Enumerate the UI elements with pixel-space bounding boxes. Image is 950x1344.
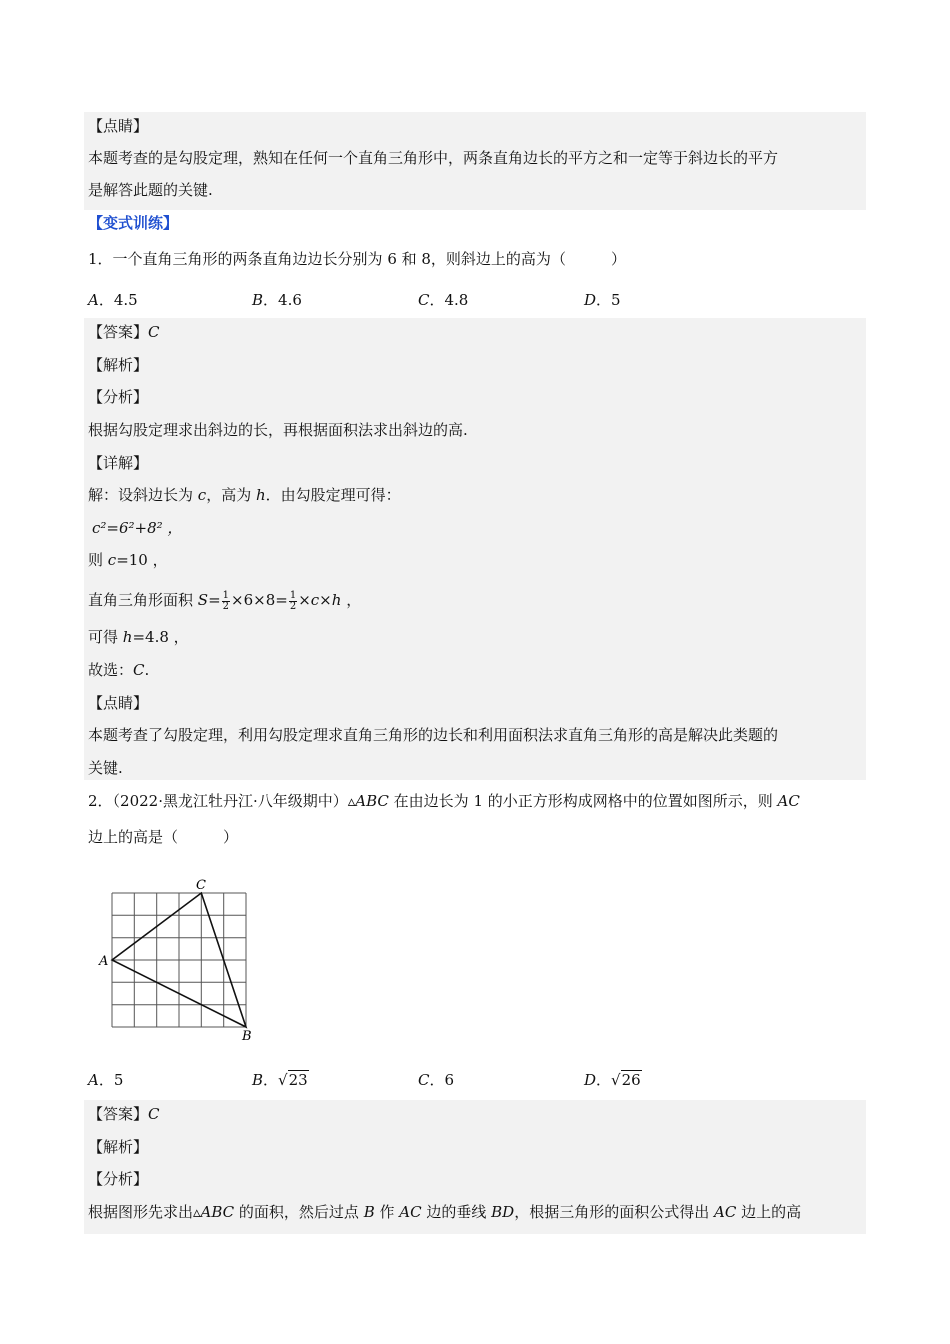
vertex-label-a: A <box>99 954 109 969</box>
q2-answer-line <box>88 1104 160 1124</box>
q1-fenxi-tag: 【分析】 <box>88 388 149 406</box>
dianjing-text-line-2: 是解答此题的关键. <box>88 181 213 199</box>
q2-option-d-value: 26 <box>621 1071 641 1089</box>
q1-eq3b: S <box>197 591 209 609</box>
q2-answer: C <box>148 1105 160 1123</box>
q2-fenxi-d: B <box>363 1203 375 1221</box>
q1-answer: C <box>148 323 160 341</box>
q2-fenxi-tag: 【分析】 <box>88 1170 149 1188</box>
q2-fenxi-g: 边的垂线 <box>421 1203 492 1221</box>
q2-stem-1a: 2．（2022·黑龙江牡丹江·八年级期中） <box>88 792 348 810</box>
grid-lines <box>112 893 246 1027</box>
section-title: 【变式训练】 <box>88 214 179 232</box>
q2-fenxi-k: 边上的高 <box>736 1203 802 1221</box>
q1-equation-3 <box>88 588 361 612</box>
q1-eq3g: × <box>319 591 332 609</box>
q1-eq5b: C <box>133 661 145 679</box>
vertex-label-c: C <box>196 878 206 893</box>
q2-option-a-letter: A <box>88 1071 99 1089</box>
q1-eq3h: h <box>331 591 342 609</box>
q1-option-b-value: 4.6 <box>278 291 302 309</box>
fraction-numerator-2: 1 <box>289 589 297 601</box>
q1-eq5c: . <box>144 661 150 679</box>
q1-equation-2 <box>88 550 168 570</box>
sqrt-26: √26 <box>611 1071 641 1089</box>
q1-analysis-tag: 【解析】 <box>88 356 149 374</box>
q2-fenxi-h: BD <box>491 1203 515 1221</box>
q2-fenxi-b: ▵ABC <box>193 1203 235 1221</box>
fraction-denominator-2: 2 <box>289 600 297 612</box>
q1-equation-1: c²=6²+8² ， <box>92 519 183 537</box>
q2-stem-1d: AC <box>777 792 800 810</box>
q1-option-d-letter: D <box>584 291 597 309</box>
q1-detail-1b: c <box>197 486 207 504</box>
q1-option-c-value: 4.8 <box>444 291 469 309</box>
fraction-one-half <box>222 591 230 612</box>
q2-fenxi-f: AC <box>399 1203 422 1221</box>
q2-option-a-value: 5 <box>113 1071 124 1089</box>
q1-detail-line-1 <box>88 485 401 505</box>
q1-dianjing-line-2: 关键. <box>88 759 123 777</box>
q1-eq4c: =4.8 ， <box>132 628 189 646</box>
q1-equation-5 <box>88 660 149 680</box>
q2-stem-line-1 <box>88 791 800 811</box>
q1-option-a[interactable]: A．4.5 <box>88 291 138 309</box>
q1-eq5a: 故选： <box>88 661 134 679</box>
q1-fenxi-text: 根据勾股定理求出斜边的长，再根据面积法求出斜边的高. <box>88 421 468 439</box>
q1-eq3e: × <box>298 591 311 609</box>
q2-fenxi-c: 的面积，然后过点 <box>234 1203 364 1221</box>
q1-dianjing-tag: 【点睛】 <box>88 694 149 712</box>
q2-answer-tag: 【答案】 <box>88 1105 149 1123</box>
q1-option-a-letter: A <box>88 291 99 309</box>
q2-option-b-value: 23 <box>288 1071 308 1089</box>
q1-option-b-letter: B <box>252 291 264 309</box>
q1-detail-1e: ．由勾股定理可得： <box>265 486 401 504</box>
q1-eq3d: ×6×8= <box>231 591 288 609</box>
q2-fenxi-a: 根据图形先求出 <box>88 1203 194 1221</box>
q1-detail-1c: ，高为 <box>206 486 256 504</box>
q2-option-b[interactable]: B．√23 <box>252 1071 308 1089</box>
q2-fenxi-e: 作 <box>374 1203 400 1221</box>
q1-stem: 1．一个直角三角形的两条直角边边长分别为 6 和 8，则斜边上的高为（ ） <box>88 250 626 268</box>
q1-eq2c: =10 ， <box>116 551 168 569</box>
q1-detail-1d: h <box>255 486 266 504</box>
q1-detail-1a: 解：设斜边长为 <box>88 486 198 504</box>
dianjing-tag: 【点睛】 <box>88 117 149 135</box>
q2-option-b-letter: B <box>252 1071 264 1089</box>
q1-detail-tag: 【详解】 <box>88 454 149 472</box>
q1-eq3a: 直角三角形面积 <box>88 591 198 609</box>
q1-option-c[interactable]: C．4.8 <box>418 291 469 309</box>
q1-option-c-letter: C <box>418 291 430 309</box>
q1-option-a-value: 4.5 <box>113 291 138 309</box>
q1-answer-tag: 【答案】 <box>88 323 149 341</box>
q2-stem-line-2: 边上的高是（ ） <box>88 828 239 846</box>
q1-option-d-value: 5 <box>611 291 621 309</box>
q1-eq4b: h <box>122 628 133 646</box>
q1-answer-line <box>88 322 160 342</box>
dianjing-text-line-1: 本题考查的是勾股定理，熟知在任何一个直角三角形中，两条直角边长的平方之和一定等于斜边长的平方 <box>88 149 779 167</box>
q1-equation-4 <box>88 627 189 647</box>
q1-solution-bg <box>84 318 866 780</box>
q2-stem-1c: 在由边长为 1 的小正方形构成网格中的位置如图所示，则 <box>388 792 778 810</box>
q2-option-a[interactable]: A．5 <box>88 1071 124 1089</box>
q1-eq4a: 可得 <box>88 628 123 646</box>
q2-option-c-value: 6 <box>444 1071 455 1089</box>
q1-eq2a: 则 <box>88 551 108 569</box>
q1-dianjing-line-1: 本题考查了勾股定理，利用勾股定理求直角三角形的边长和利用面积法求直角三角形的高是解决此类题的 <box>88 726 779 744</box>
q1-option-d[interactable]: D．5 <box>584 291 621 309</box>
q2-fenxi-j: AC <box>713 1203 737 1221</box>
q2-fenxi-text <box>88 1202 801 1222</box>
q1-eq3c: = <box>208 591 221 609</box>
sqrt-23: √23 <box>278 1071 308 1089</box>
fraction-numerator: 1 <box>222 589 230 601</box>
q1-option-b[interactable]: B．4.6 <box>252 291 302 309</box>
q1-eq2b: c <box>107 551 117 569</box>
fraction-denominator: 2 <box>222 600 230 612</box>
q1-eq3i: ， <box>341 591 362 609</box>
q2-analysis-tag: 【解析】 <box>88 1138 149 1156</box>
q2-option-c[interactable]: C．6 <box>418 1071 455 1089</box>
q2-option-d[interactable]: D．√26 <box>584 1071 641 1089</box>
q2-option-d-letter: D <box>584 1071 597 1089</box>
q2-option-c-letter: C <box>418 1071 430 1089</box>
fraction-one-half-2 <box>289 591 297 612</box>
q2-fenxi-i: ，根据三角形的面积公式得出 <box>514 1203 714 1221</box>
q2-stem-1b: ▵ABC <box>347 792 389 810</box>
triangle-grid-figure <box>96 876 266 1046</box>
q1-eq3f: c <box>310 591 320 609</box>
vertex-label-b: B <box>242 1029 252 1044</box>
